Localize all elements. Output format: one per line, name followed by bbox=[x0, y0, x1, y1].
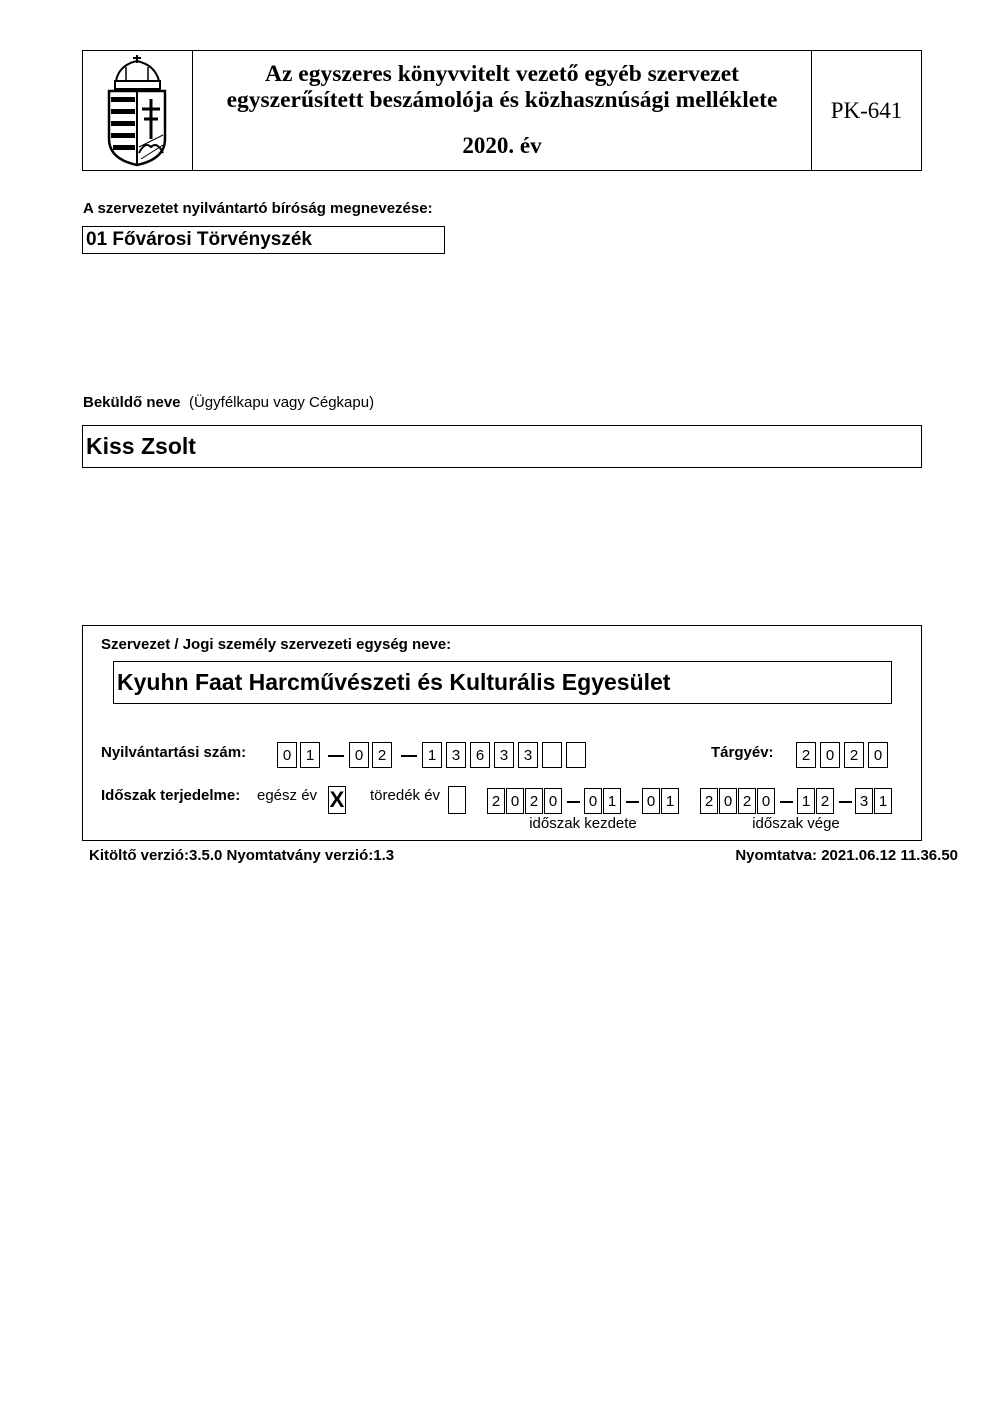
form-year: 2020. év bbox=[462, 133, 542, 158]
period-end-caption: időszak vége bbox=[752, 815, 840, 832]
reg-digit[interactable]: 2 bbox=[372, 742, 392, 768]
start-date-digit[interactable]: 1 bbox=[661, 788, 679, 814]
start-date-digit[interactable]: 0 bbox=[642, 788, 660, 814]
reg-digit[interactable]: 0 bbox=[277, 742, 297, 768]
version-info: Kitöltő verzió:3.5.0 Nyomtatvány verzió:1.3 bbox=[89, 847, 395, 864]
form-title-line2: egyszerűsített beszámolója és közhasznúsági melléklete bbox=[226, 87, 778, 113]
reg-digit[interactable]: 1 bbox=[422, 742, 442, 768]
whole-year-label: egész év bbox=[257, 787, 318, 804]
reg-digit[interactable] bbox=[566, 742, 586, 768]
coat-of-arms-logo bbox=[83, 51, 193, 170]
reg-digit[interactable]: 3 bbox=[494, 742, 514, 768]
reg-digit[interactable]: 0 bbox=[349, 742, 369, 768]
form-title bbox=[193, 61, 811, 113]
partial-year-label: töredék év bbox=[370, 787, 441, 804]
date-separator bbox=[839, 801, 852, 803]
print-timestamp: Nyomtatva: 2021.06.12 11.36.50 bbox=[735, 847, 958, 864]
subject-year-label: Tárgyév: bbox=[711, 744, 774, 761]
org-name-label: Szervezet / Jogi személy szervezeti egység neve: bbox=[101, 636, 452, 653]
coat-of-arms-icon bbox=[83, 51, 192, 170]
date-separator bbox=[567, 801, 580, 803]
registration-number-label: Nyilvántartási szám: bbox=[101, 744, 247, 761]
start-date-digit[interactable]: 2 bbox=[525, 788, 543, 814]
end-date-digit[interactable]: 2 bbox=[700, 788, 718, 814]
end-date-digit[interactable]: 3 bbox=[855, 788, 873, 814]
start-date-digit[interactable]: 1 bbox=[603, 788, 621, 814]
start-date-digit[interactable]: 2 bbox=[487, 788, 505, 814]
court-field[interactable] bbox=[82, 226, 445, 254]
reg-digit[interactable]: 3 bbox=[446, 742, 466, 768]
subject-year-digit[interactable]: 2 bbox=[796, 742, 816, 768]
start-date-digit[interactable]: 0 bbox=[506, 788, 524, 814]
form-code: PK-641 bbox=[811, 51, 921, 170]
period-label: Időszak terjedelme: bbox=[101, 787, 241, 804]
reg-digit[interactable]: 6 bbox=[470, 742, 490, 768]
court-value: 01 Fővárosi Törvényszék bbox=[86, 229, 312, 250]
whole-year-checkbox[interactable]: X bbox=[329, 787, 345, 812]
sender-hint: (Ügyfélkapu vagy Cégkapu) bbox=[188, 394, 375, 411]
period-start-caption: időszak kezdete bbox=[529, 815, 637, 832]
partial-year-checkbox[interactable] bbox=[448, 786, 466, 814]
date-separator bbox=[626, 801, 639, 803]
date-separator bbox=[780, 801, 793, 803]
form-header bbox=[82, 50, 922, 171]
end-date-digit[interactable]: 0 bbox=[757, 788, 775, 814]
start-date-digit[interactable]: 0 bbox=[544, 788, 562, 814]
reg-digit[interactable]: 3 bbox=[518, 742, 538, 768]
end-date-digit[interactable]: 1 bbox=[874, 788, 892, 814]
reg-separator bbox=[401, 755, 417, 757]
reg-separator bbox=[328, 755, 344, 757]
org-name-value: Kyuhn Faat Harcművészeti és Kulturális Egyesület bbox=[117, 669, 671, 695]
start-date-digit[interactable]: 0 bbox=[584, 788, 602, 814]
subject-year-digit[interactable]: 0 bbox=[820, 742, 840, 768]
end-date-digit[interactable]: 2 bbox=[738, 788, 756, 814]
court-label: A szervezetet nyilvántartó bíróság megnevezése: bbox=[83, 200, 433, 217]
end-date-digit[interactable]: 0 bbox=[719, 788, 737, 814]
sender-label-row bbox=[83, 394, 374, 412]
sender-field[interactable] bbox=[82, 425, 922, 468]
org-name-field[interactable] bbox=[113, 661, 892, 704]
reg-digit[interactable] bbox=[542, 742, 562, 768]
subject-year-digit[interactable]: 2 bbox=[844, 742, 864, 768]
subject-year-digit[interactable]: 0 bbox=[868, 742, 888, 768]
sender-value: Kiss Zsolt bbox=[86, 433, 196, 459]
sender-label: Beküldő neve bbox=[83, 394, 181, 411]
end-date-digit[interactable]: 1 bbox=[797, 788, 815, 814]
reg-digit[interactable]: 1 bbox=[300, 742, 320, 768]
form-title-line1: Az egyszeres könyvvitelt vezető egyéb szervezet bbox=[265, 61, 739, 87]
end-date-digit[interactable]: 2 bbox=[816, 788, 834, 814]
